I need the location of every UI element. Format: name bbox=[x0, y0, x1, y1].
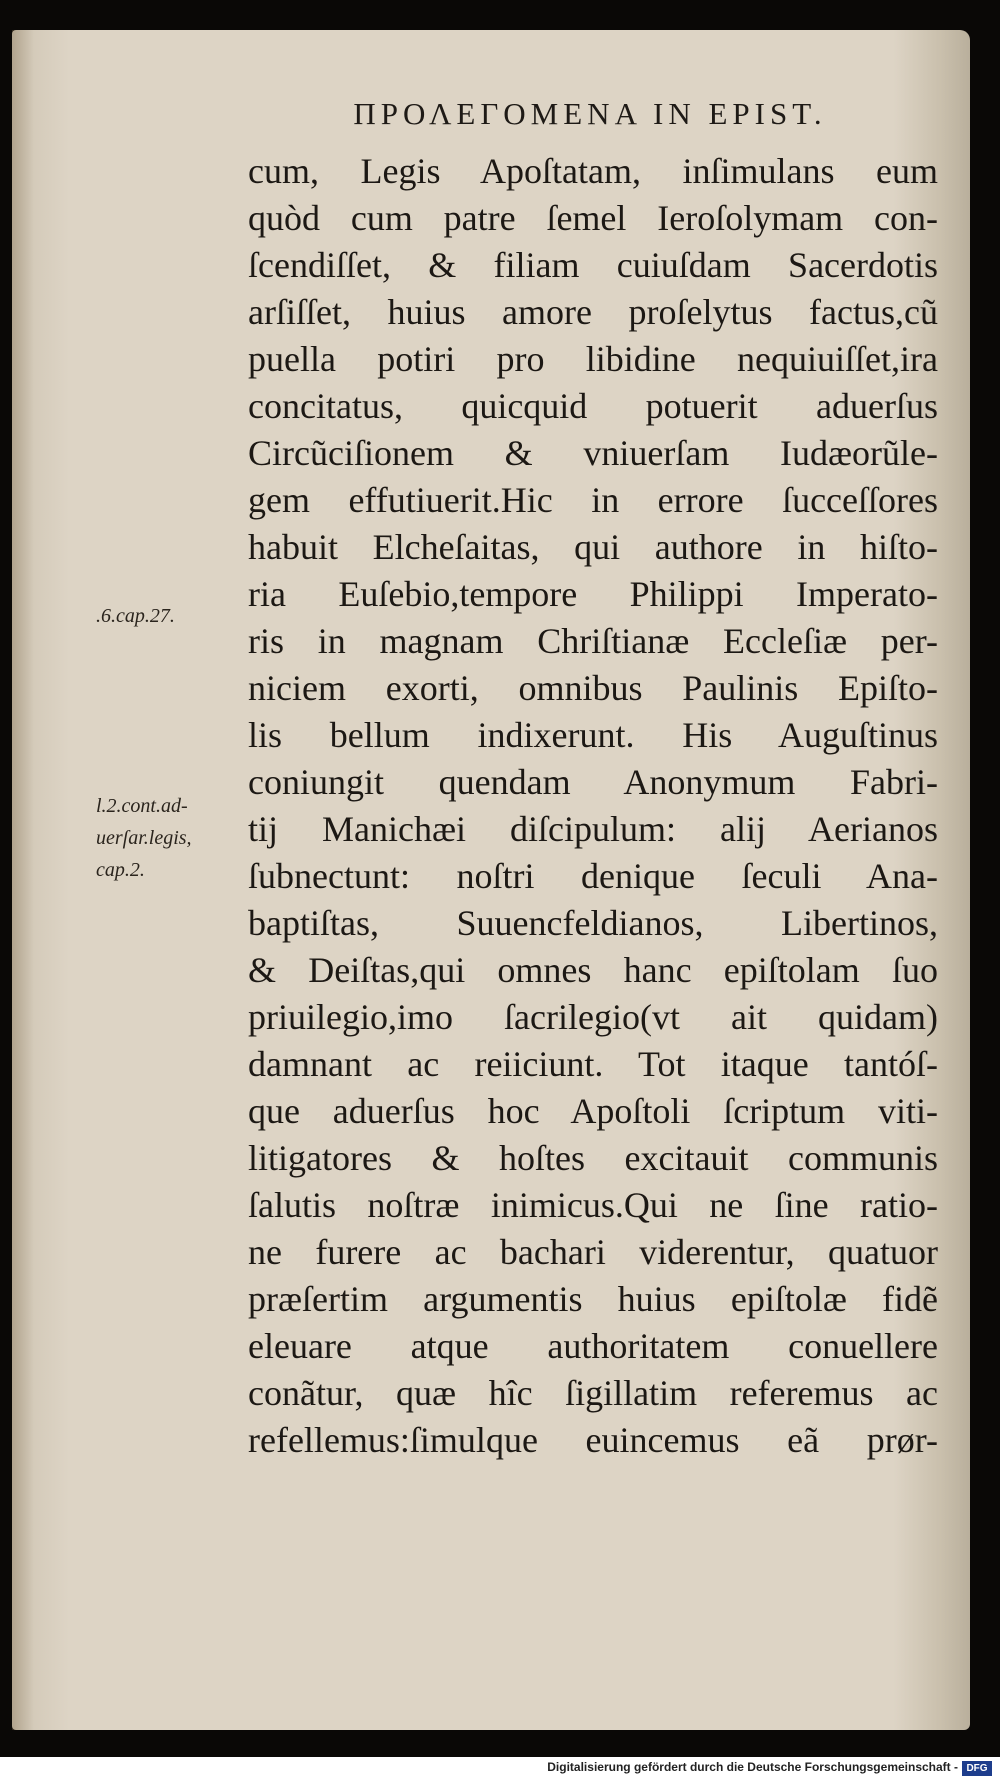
text-line: arſiſſet, huius amore proſelytus factus,cũ bbox=[248, 292, 938, 332]
text-line: eleuare atque authoritatem conuellere bbox=[248, 1326, 938, 1366]
text-line: cum, Legis Apoſtatam, inſimulans eum bbox=[248, 151, 938, 191]
text-line: ria Euſebio,tempore Philippi Imperato- bbox=[248, 574, 938, 614]
text-line: Circũciſionem & vniuerſam Iudæorũle- bbox=[248, 433, 938, 473]
running-head: ΠΡΟΛΕΓΟΜΕΝΑ IN EPIST. bbox=[353, 96, 827, 131]
text-line: ſubnectunt: noſtri denique ſeculi Ana- bbox=[248, 856, 938, 896]
text-line: damnant ac reiiciunt. Tot itaque tantóſ- bbox=[248, 1044, 938, 1084]
text-line: habuit Elcheſaitas, qui authore in hiſto- bbox=[248, 527, 938, 567]
gutter-shadow bbox=[12, 30, 34, 1730]
text-line: puella potiri pro libidine nequiuiſſet,ira bbox=[248, 339, 938, 379]
text-line: quòd cum patre ſemel Ieroſolymam con- bbox=[248, 198, 938, 238]
text-line: ris in magnam Chriſtianæ Eccleſiæ per- bbox=[248, 621, 938, 661]
margin-note-line: l.2.cont.ad- bbox=[96, 795, 188, 817]
text-line: coniungit quendam Anonymum Fabri- bbox=[248, 762, 938, 802]
text-line: & Deiſtas,qui omnes hanc epiſtolam ſuo bbox=[248, 950, 938, 990]
dfg-logo: DFG bbox=[962, 1761, 992, 1776]
text-line: que aduerſus hoc Apoſtoli ſcriptum viti- bbox=[248, 1091, 938, 1131]
text-line: litigatores & hoſtes excitauit communis bbox=[248, 1138, 938, 1178]
body-text-block bbox=[248, 148, 938, 1464]
text-line: ſcendiſſet, & filiam cuiuſdam Sacerdotis bbox=[248, 245, 938, 285]
text-line: præſertim argumentis huius epiſtolæ fidẽ bbox=[248, 1279, 938, 1319]
margin-note-reference-2 bbox=[96, 790, 246, 886]
margin-note-line: uerſar.legis, bbox=[96, 827, 192, 849]
text-line: niciem exorti, omnibus Paulinis Epiſto- bbox=[248, 668, 938, 708]
text-line: lis bellum indixerunt. His Auguſtinus bbox=[248, 715, 938, 755]
text-line: gem effutiuerit.Hic in errore ſucceſſores bbox=[248, 480, 938, 520]
digitization-credit: Digitalisierung gefördert durch die Deutsche Forschungsgemeinschaft - bbox=[547, 1760, 958, 1774]
margin-note-line: cap.2. bbox=[96, 859, 145, 881]
margin-note-reference-1: .6.cap.27. bbox=[96, 605, 175, 627]
text-line: baptiſtas, Suuencfeldianos, Libertinos, bbox=[248, 903, 938, 943]
text-line: ne furere ac bachari viderentur, quatuor bbox=[248, 1232, 938, 1272]
text-line: ſalutis noſtræ inimicus.Qui ne ſine ratio- bbox=[248, 1185, 938, 1225]
text-line: concitatus, quicquid potuerit aduerſus bbox=[248, 386, 938, 426]
text-line: refellemus:ſimulque euincemus eã prør- bbox=[248, 1420, 938, 1460]
text-line: priuilegio,imo ſacrilegio(vt ait quidam) bbox=[248, 997, 938, 1037]
text-line: tij Manichæi diſcipulum: alij Aerianos bbox=[248, 809, 938, 849]
text-line: conãtur, quæ hîc ſigillatim referemus ac bbox=[248, 1373, 938, 1413]
